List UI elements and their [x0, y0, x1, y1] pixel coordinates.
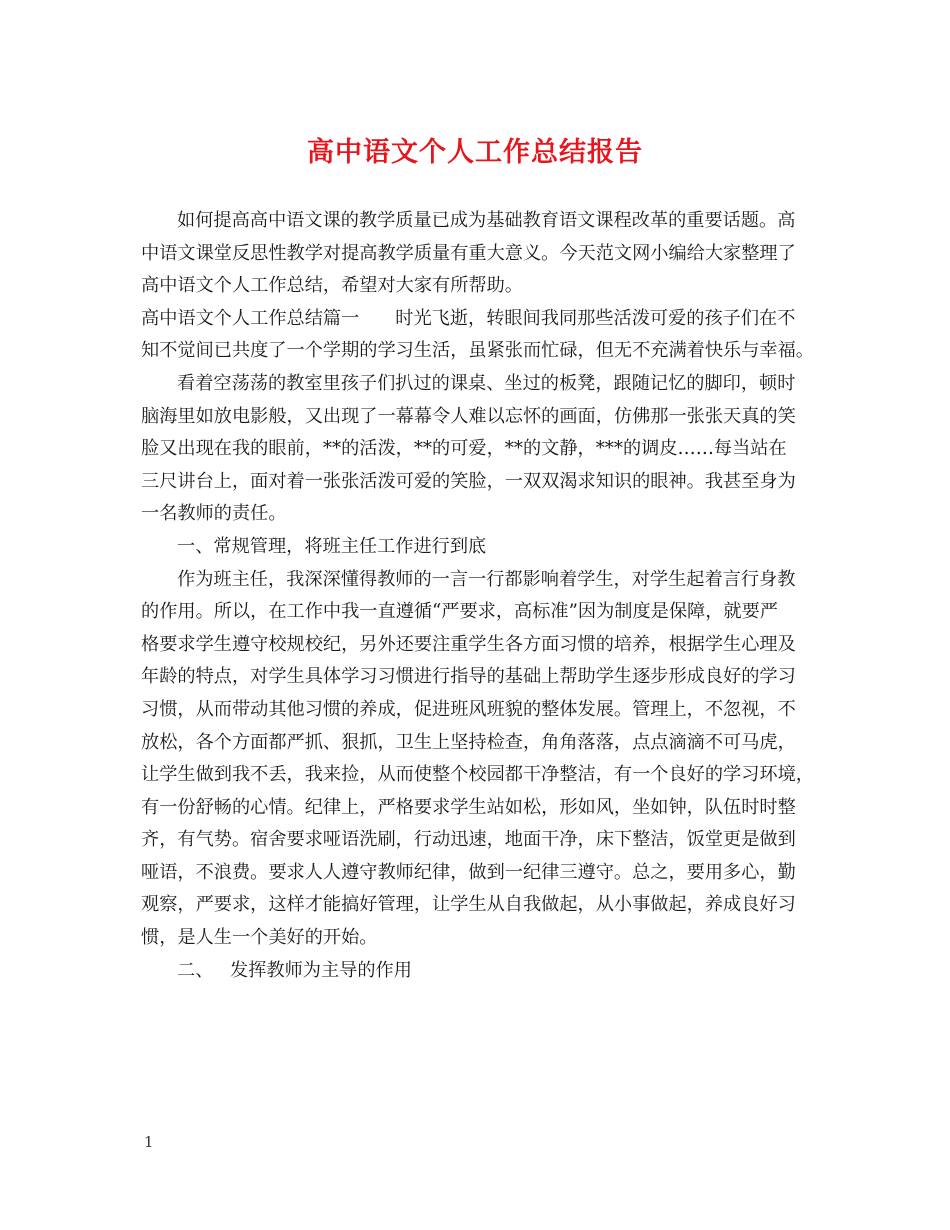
reflection-line: 脸又出现在我的眼前，**的活泼，**的可爱，**的文静，***的调皮……每当站在	[141, 438, 787, 460]
part1-paragraph	[141, 303, 813, 368]
page-number: 1	[144, 1133, 154, 1151]
intro-line: 如何提高高中语文课的教学质量已成为基础教育语文课程改革的重要话题。高	[177, 210, 796, 231]
reflection-line: 看着空荡荡的教室里孩子们扒过的课桌、坐过的板凳，跟随记忆的脚印，顿时	[177, 372, 796, 394]
section2-number: 二、	[177, 959, 214, 981]
intro-line: 高中语文个人工作总结，希望对大家有所帮助。	[141, 275, 523, 297]
section1-line: 齐，有气势。宿舍要求哑语洗刷，行动迅速，地面干净，床下整洁，饭堂更是做到	[141, 829, 796, 851]
section1-heading: 一、常规管理，将班主任工作进行到底	[177, 535, 487, 557]
reflection-line: 一名教师的责任。	[141, 503, 287, 525]
reflection-line: 三尺讲台上，面对着一张张活泼可爱的笑脸，一双双渴求知识的眼神。我甚至身为	[141, 470, 796, 492]
document-body	[141, 205, 813, 987]
reflection-paragraph	[141, 368, 813, 531]
section1-line: 观察，严要求，这样才能搞好管理，让学生从自我做起，从小事做起，养成良好习	[141, 894, 796, 916]
section1-paragraph	[141, 564, 813, 955]
section1-line: 的作用。所以，在工作中我一直遵循“严要求，高标准”因为制度是保障，就要严	[141, 601, 778, 623]
section1-line: 作为班主任，我深深懂得教师的一言一行都影响着学生，对学生起着言行身教	[177, 568, 796, 590]
document-title: 高中语文个人工作总结报告	[307, 137, 643, 168]
section1-line: 放松，各个方面都严抓、狠抓，卫生上坚持检查，角角落落，点点滴滴不可马虎，	[141, 731, 796, 753]
reflection-line: 脑海里如放电影般，又出现了一幕幕令人难以忘怀的画面，仿佛那一张张天真的笑	[141, 405, 796, 427]
section1-line: 年龄的特点，对学生具体学习习惯进行指导的基础上帮助学生逐步形成良好的学习	[141, 666, 796, 688]
section1-line: 有一份舒畅的心情。纪律上，严格要求学生站如松，形如风，坐如钟，队伍时时整	[141, 796, 796, 818]
section1-line: 哑语，不浪费。要求人人遵守教师纪律，做到一纪律三遵守。总之，要用多心，勤	[141, 861, 796, 883]
section1-line: 习惯，从而带动其他习惯的养成，促进班风班貌的整体发展。管理上，不忽视，不	[141, 698, 796, 720]
intro-paragraph	[141, 205, 813, 303]
section2-heading	[141, 955, 813, 988]
intro-line: 中语文课堂反思性教学对提高教学质量有重大意义。今天范文网小编给大家整理了	[141, 242, 796, 264]
section1-line: 格要求学生遵守校规校纪，另外还要注重学生各方面习惯的培养，根据学生心理及	[141, 633, 796, 655]
part1-label: 高中语文个人工作总结篇一	[141, 307, 360, 329]
part1-line: 时光飞逝，转眼间我同那些活泼可爱的孩子们在不	[395, 307, 796, 329]
section2-title: 发挥教师为主导的作用	[230, 959, 412, 981]
section1-line: 惯，是人生一个美好的开始。	[141, 927, 378, 949]
section1-line: 让学生做到我不丢，我来捡，从而使整个校园都干净整洁，有一个良好的学习环境，	[141, 764, 814, 786]
part1-line: 知不觉间已共度了一个学期的学习生活，虽紧张而忙碌，但无不充满着快乐与幸福。	[141, 340, 814, 362]
